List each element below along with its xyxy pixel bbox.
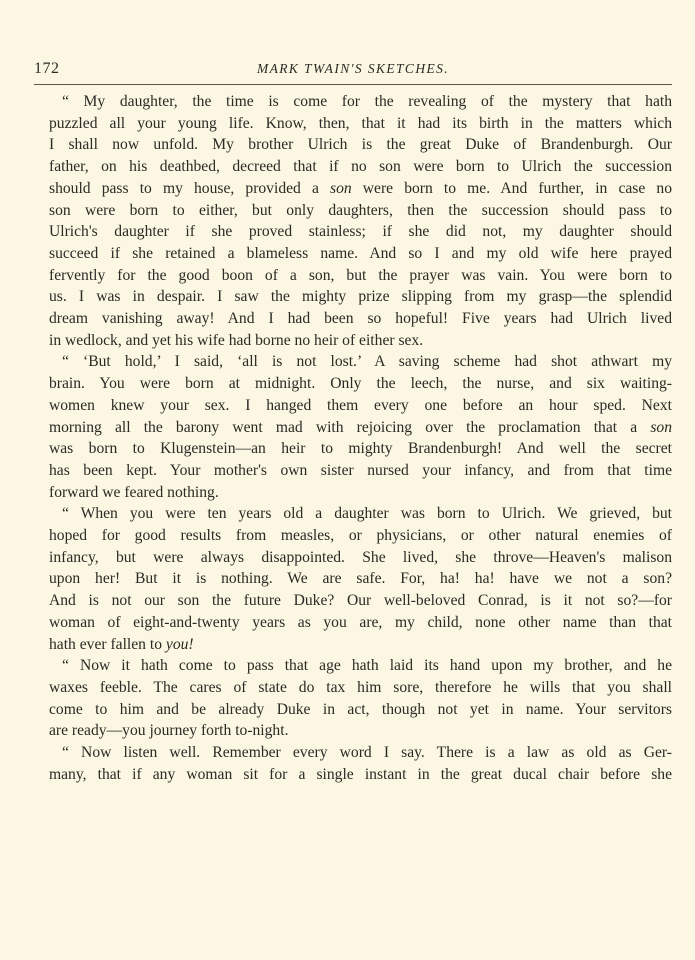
text-line: should pass to my house, provided a son were born to me. And further, in case no (49, 179, 672, 197)
text-line: I shall now unfold. My brother Ulrich is the great Duke of Brandenburgh. Our (49, 136, 672, 154)
running-head: MARK TWAIN'S SKETCHES. (256, 61, 450, 76)
text-line: brain. You were born at midnight. Only the leech, the nurse, and six waiting- (49, 375, 672, 393)
page-text (49, 91, 672, 786)
text-line: Ulrich's daughter if she proved stainless; if she did not, my daughter should (49, 223, 672, 241)
header-rule (34, 84, 672, 85)
text-line: many, that if any woman sit for a single instant in the great ducal chair before she (49, 765, 672, 783)
text-line: has been kept. Your mother's own sister nursed your infancy, and from that time (49, 461, 672, 479)
text-line: forward we feared nothing. (49, 483, 219, 501)
text-line: “ When you were ten years old a daughter was born to Ulrich. We grieved, but (62, 505, 672, 523)
text-line: are ready—you journey forth to-night. (49, 722, 289, 740)
text-line: succeed if she retained a blameless name. And so I and my old wife here prayed (49, 244, 672, 262)
text-line: son were born to either, but only daughters, then the succession should pass to (49, 201, 672, 219)
text-line: come to him and be already Duke in act, though not yet in name. Your servitors (49, 700, 672, 718)
text-line: fervently for the good boon of a son, but the prayer was vain. You were born to (49, 266, 672, 284)
emphasis: son (650, 418, 672, 436)
text-line: father, on his deathbed, decreed that if no son were born to Ulrich the succession (49, 158, 672, 176)
text-line: waxes feeble. The cares of state do tax him sore, therefore he wills that you shall (49, 678, 672, 696)
page-number: 172 (34, 60, 60, 77)
text-line: woman of eight-and-twenty years as you are, my child, none other name than that (49, 613, 672, 631)
page-header (34, 58, 672, 82)
text-line: puzzled all your young life. Know, then, that it had its birth in the matters which (49, 114, 672, 132)
text-line: infancy, but were always disappointed. She lived, she throve—Heaven's malison (49, 548, 672, 566)
text-line: “ Now listen well. Remember every word I say. There is a law as old as Ger- (62, 744, 672, 762)
text-line: “ Now it hath come to pass that age hath laid its hand upon my brother, and he (62, 657, 672, 675)
text-line: was born to Klugenstein—an heir to mighty Brandenburgh! And well the secret (49, 440, 672, 458)
text-line: in wedlock, and yet his wife had borne no heir of either sex. (49, 331, 424, 349)
text-line: upon her! But it is nothing. We are safe. For, ha! ha! have we not a son? (49, 570, 672, 588)
text-line: dream vanishing away! And I had been so hopeful! Five years had Ulrich lived (49, 310, 672, 328)
text-line: morning all the barony went mad with rejoicing over the proclamation that a son (49, 418, 672, 436)
emphasis: son (330, 179, 352, 197)
text-line: “ ‘But hold,’ I said, ‘all is not lost.’ A saving scheme had shot athwart my (62, 353, 672, 371)
text-line: And is not our son the future Duke? Our well-beloved Conrad, is it not so?—for (49, 592, 672, 610)
text-line: “ My daughter, the time is come for the revealing of the mystery that hath (62, 93, 672, 110)
emphasis: you! (165, 635, 194, 653)
text-line: us. I was in despair. I saw the mighty prize slipping from my grasp—the splendid (49, 288, 672, 306)
text-line: women knew your sex. I hanged them every one before an hour sped. Next (49, 396, 672, 414)
text-line: hoped for good results from measles, or physicians, or other natural enemies of (49, 527, 672, 545)
text-line: hath ever fallen to you! (49, 635, 194, 653)
